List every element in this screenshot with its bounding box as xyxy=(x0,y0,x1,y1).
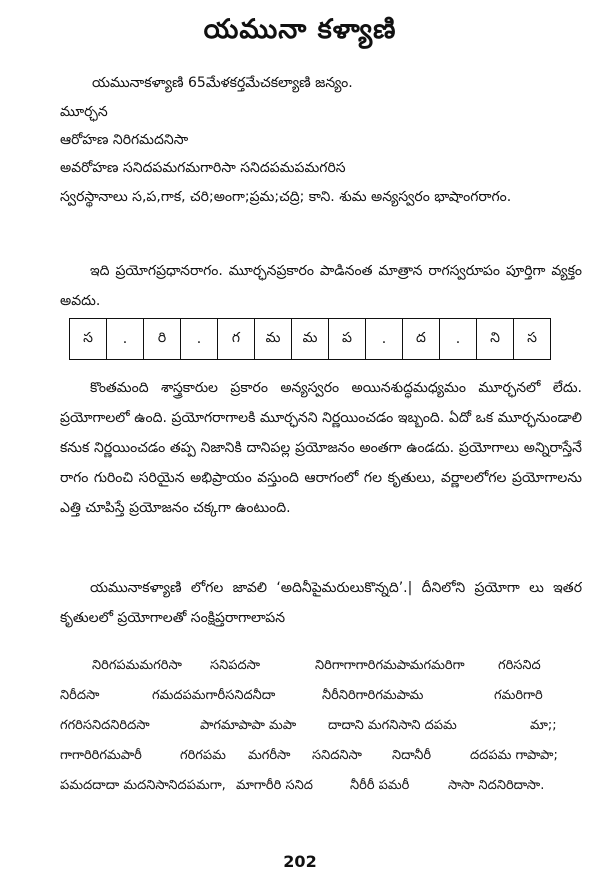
page-title: యమునా కళ్యాణి xyxy=(203,14,397,45)
swara-cell: . xyxy=(440,319,477,360)
swara-phrase: పాగమాపాపా మపా xyxy=(200,718,297,733)
swara-phrase: దదపమ గాపాపా; xyxy=(470,748,558,763)
page-number: 202 xyxy=(283,852,317,871)
swara-cell: మ xyxy=(255,319,292,360)
swara-cell: ని xyxy=(477,319,514,360)
swara-phrase: మగరీసా xyxy=(248,748,291,763)
swara-row xyxy=(70,319,551,360)
paragraph-prayoga xyxy=(60,256,582,316)
swara-cell: . xyxy=(181,319,218,360)
swara-phrase: నిరిగాగాగారిగమపామగమరిగా xyxy=(315,658,465,673)
swara-phrase: నీరీనిరిగారిగమపామ xyxy=(322,688,424,703)
murchana-label: మూర్ఛన xyxy=(60,104,108,120)
swara-phrase: నీరీరీ పమరీ xyxy=(350,778,410,793)
arohana-line: ఆరోహణ నిరిగమదనిసా xyxy=(60,132,189,148)
swara-phrase: సాసా నిదనిరిదాసా. xyxy=(448,778,545,793)
paragraph-text: స్వరస్థానాలు స,ప,గాక, చరి;అంగా;ప్రమ;చద్రి; కాని. శుమ అన్యస్వరం భాషాంగరాగం. xyxy=(60,189,512,205)
swara-phrase: మా;; xyxy=(530,718,557,733)
swara-phrase: గమదపమగారీసనిదనీదా xyxy=(152,688,276,703)
swara-phrase: సనిదనిసా xyxy=(312,748,362,763)
swara-table xyxy=(69,318,551,360)
paragraph-text: యమునాకళ్యాణి లోగల జావలి ‘అదినీపైమరులుకొన్నది’.| దీనిలోని ప్రయోగా లు ఇతర కృతులలో ప్రయోగాలతో సంక్షిప్తరాగాలాపన xyxy=(60,580,582,626)
swara-phrase: గగరిసనిదనిరిదసా xyxy=(60,718,150,733)
swara-phrase: నిదానీరీ xyxy=(392,748,432,763)
intro-line: యమునాకళ్యాణి 65మేళకర్తమేచకల్యాణి జన్యం. xyxy=(92,75,353,91)
swara-cell: ప xyxy=(329,319,366,360)
swara-cell: గ xyxy=(218,319,255,360)
swara-phrase: సనిపదసా xyxy=(210,658,261,673)
swara-cell: స xyxy=(70,319,107,360)
swara-phrase: పమదదాదా మదనిసానిదపమగా, xyxy=(60,778,226,793)
swara-phrase: మాగారీరి సనిద xyxy=(236,778,313,793)
swara-phrase: గమరిగారి xyxy=(494,688,543,703)
paragraph-javali xyxy=(60,573,582,633)
swara-cell: ద xyxy=(403,319,440,360)
swara-phrase: గరిగపమ xyxy=(180,748,226,763)
swara-cell: రి xyxy=(144,319,181,360)
swara-cell: . xyxy=(107,319,144,360)
swara-cell: మ xyxy=(292,319,329,360)
swara-cell: స xyxy=(514,319,551,360)
paragraph-text: కొంతమంది శాస్త్రకారుల ప్రకారం అన్యస్వరం అయినశుద్ధమధ్యమం మూర్ఛనలో లేదు. ప్రయోగాలలో ఉంది. ప్రయోగరాగాలకి మూర్ఛనని నిర్ణయించడం ఇబ్బంది. ఏదో ఒక మూర్ఛనుండాలి కనుక నిర్ణయించడం తప్ప నిజానికి దానిపల్ల ప్రయోజనం అంతగా ఉండదు. ప్రయోగాలు అన్నిరాస్తేనే రాగం గురించి సరియైన అభిప్రాయం వస్తుంది ఆరాగంలో గల కృతులు, వర్ణాలలోగల ప్రయోగాలను ఎత్తి చూపిస్తే ప్రయోజనం చక్కగా ఉంటుంది. xyxy=(60,380,582,516)
swara-phrase: గాగారిరిగమపారీ xyxy=(60,748,142,763)
swara-cell: . xyxy=(366,319,403,360)
swara-phrase: దాదాని మగనిసాని దపమ xyxy=(328,718,457,733)
paragraph-swarasthanalu xyxy=(60,182,582,212)
paragraph-shastrakarulu xyxy=(60,373,582,523)
paragraph-text: ఇది ప్రయోగప్రధానరాగం. మూర్ఛనప్రకారం పాడినంత మాత్రాన రాగస్వరూపం పూర్తిగా వ్యక్తం అవదు. xyxy=(60,263,582,309)
avarohana-line: అవరోహణ సనిదపమగమగారిసా సనిదపమపమగరిస xyxy=(60,160,346,176)
swara-phrase: నిరిగపమమగరిసా xyxy=(92,658,182,673)
swara-phrase: నిరీదసా xyxy=(60,688,100,703)
swara-phrase: గరిసనిద xyxy=(498,658,541,673)
